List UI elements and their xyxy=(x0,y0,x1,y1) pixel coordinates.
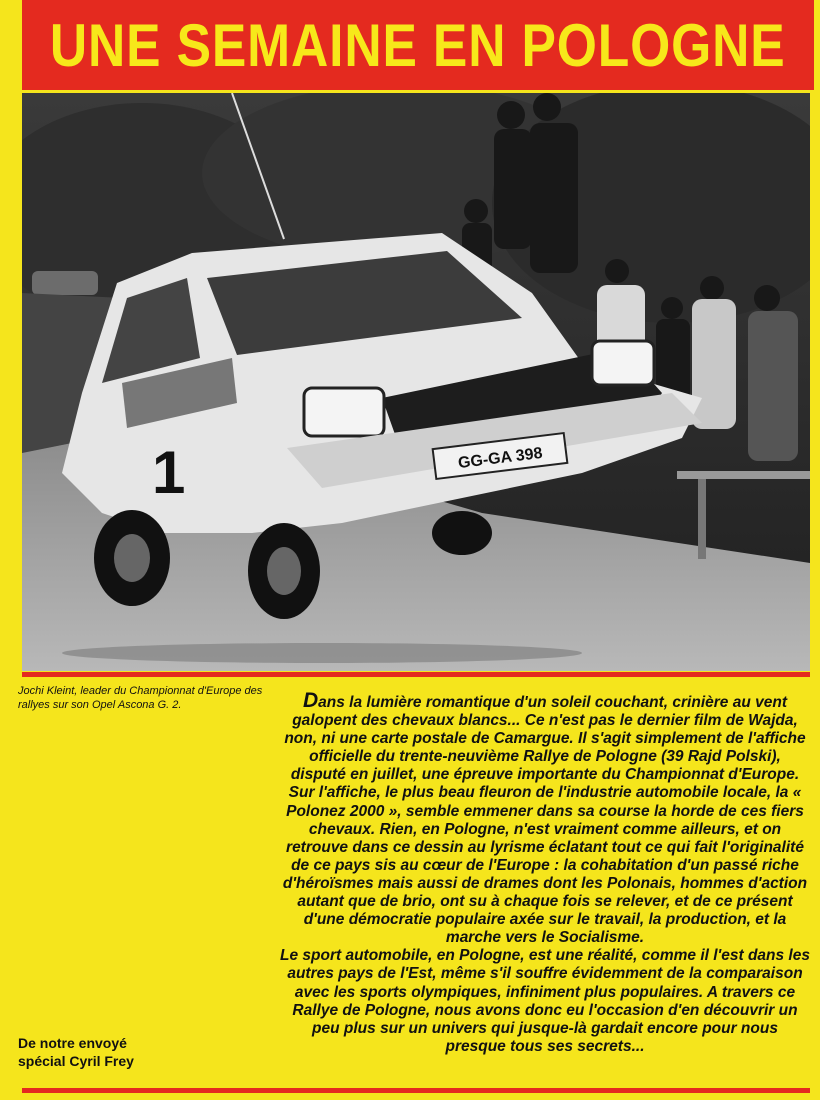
bottom-divider xyxy=(22,1088,810,1093)
byline-line-1: De notre envoyé xyxy=(18,1035,127,1051)
article-paragraph-1 xyxy=(280,689,810,947)
byline xyxy=(18,1034,218,1070)
title-banner xyxy=(22,0,814,90)
drop-cap: D xyxy=(303,689,319,712)
plate-text: GG-GA 398 xyxy=(457,444,544,473)
photo-caption: Jochi Kleint, leader du Championnat d'Europe des rallyes sur son Opel Ascona G. 2. xyxy=(18,685,263,711)
byline-line-2: spécial Cyril Frey xyxy=(18,1053,134,1069)
article-paragraph-1-text: ans la lumière romantique d'un soleil couchant, crinière au vent galopent des chevaux blancs... Ce n'est pas le dernier film de Wajda, non, ni une carte postale de Camargue. Il s'agit simplement de l'affiche officielle du trente-neuvième Rallye de Pologne (39 Rajd Polski), disputé en juillet, une épreuve importante du Championnat d'Europe. Sur l'affiche, le plus beau fleuron de l'industrie automobile locale, la « Polonez 2000 », semble emmener dans sa course la horde de ces fiers chevaux. Rien, en Pologne, n'est vraiment comme ailleurs, et on retrouve dans ce dessin au lyrisme éclatant tout ce qui fait l'originalité de ce pays sis au cœur de l'Europe : la cohabitation d'un passé riche d'héroïsmes mais aussi de drames dont les Polonais, hommes d'action autant que de brio, ont su à chaque fois se relever, et de ce présent d'une démocratie populaire axée sur le travail, la production, et la marche vers le Socialisme. xyxy=(282,694,808,947)
rally-car-photo xyxy=(22,93,810,671)
photo-divider xyxy=(22,672,810,677)
page-title: UNE SEMAINE EN POLOGNE xyxy=(50,11,786,79)
car-number: 1 xyxy=(152,439,186,506)
article-paragraph-2: Le sport automobile, en Pologne, est une réalité, comme il l'est dans les autres pays de l'Est, même s'il souffre évidemment de la comparaison avec les sports olympiques, infiniment plus populaires. A travers ce Rallye de Pologne, nous avons donc eu l'occasion d'en découvrir un peu plus sur un univers qui jusque-là gardait encore pour nous presque tous ses secrets... xyxy=(280,947,810,1055)
article-body xyxy=(280,689,810,1056)
